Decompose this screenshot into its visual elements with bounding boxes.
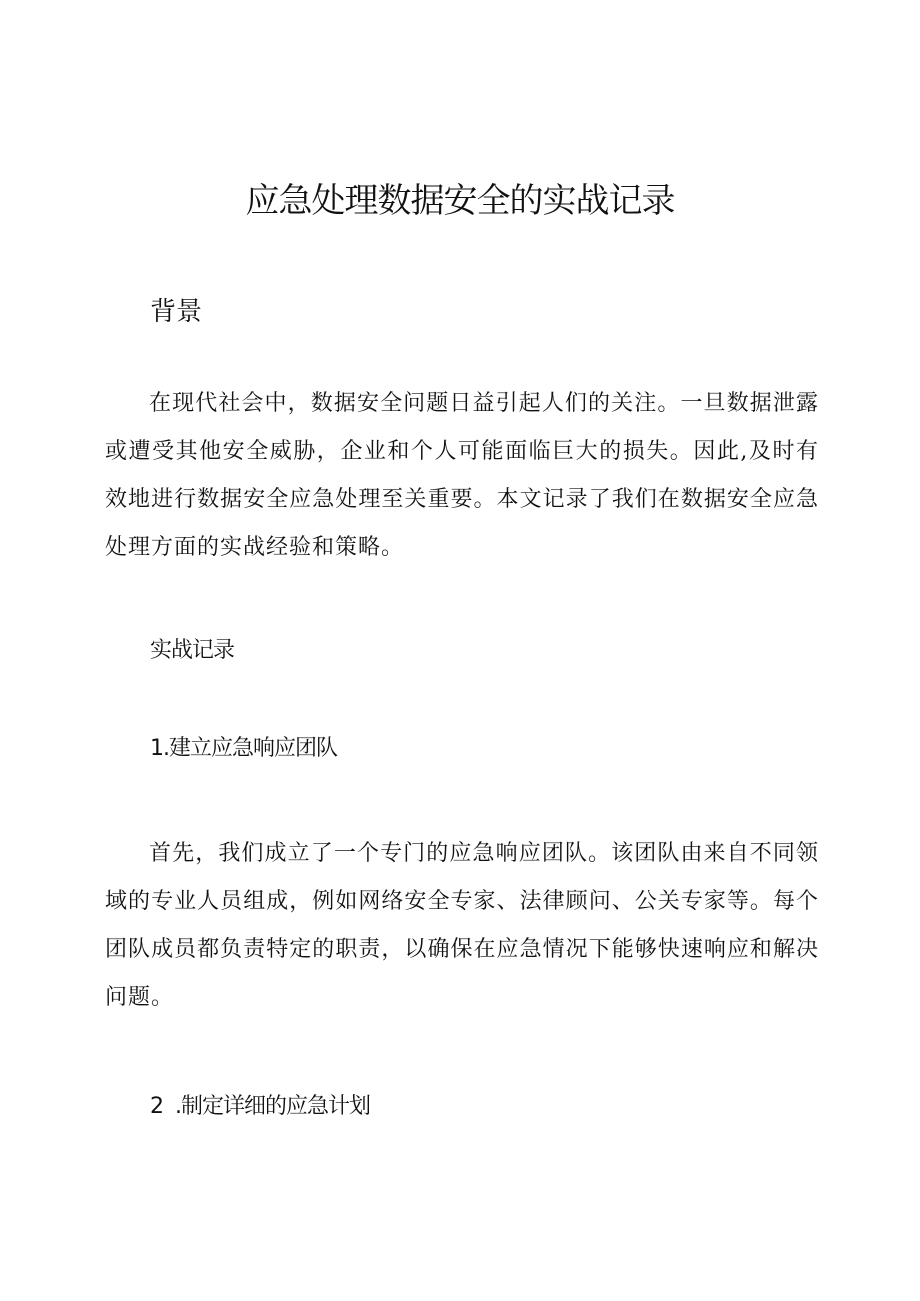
section-heading-background: 背景 xyxy=(150,297,203,327)
item-1-paragraph: 首先，我们成立了一个专门的应急响应团队。该团队由来自不同领域的专业人员组成，例如网络安全专家、法律顾问、公关专家等。每个团队成员都负责特定的职责，以确保在应急情况下能够快速响应和解决问题。 xyxy=(105,841,819,1010)
section-heading-record: 实战记录 xyxy=(150,638,235,663)
item-heading-2: 2 .制定详细的应急计划 xyxy=(150,1094,370,1119)
item-heading-1: 1.建立应急响应团队 xyxy=(150,736,337,761)
background-paragraph: 在现代社会中，数据安全问题日益引起人们的关注。一旦数据泄露或遭受其他安全威胁，企业和个人可能面临巨大的损失。因此,及时有效地进行数据安全应急处理至关重要。本文记录了我们在数据安全应急处理方面的实战经验和策略。 xyxy=(105,391,819,560)
document-title: 应急处理数据安全的实战记录 xyxy=(245,181,675,221)
